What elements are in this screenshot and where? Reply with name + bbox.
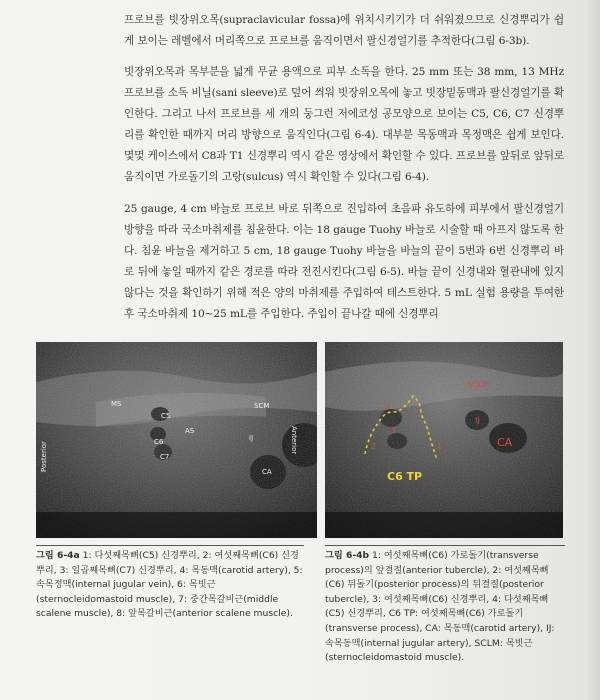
label-ms: MS — [111, 400, 122, 408]
label-ij-b: IJ — [475, 416, 480, 425]
ultrasound-b-graphic — [325, 342, 563, 538]
figure-a-caption — [36, 549, 304, 622]
figure-b-caption — [325, 549, 565, 666]
figure-b-number: 그림 6-4b — [325, 550, 370, 561]
page-edge-shadow — [586, 0, 600, 700]
label-posterior: Posterior — [40, 441, 48, 472]
body-paragraph-3: 25 gauge, 4 cm 바늘로 프로브 바로 뒤쪽으로 진입하여 초음파 유도하에 피부에서 팔신경얼기 방향을 따라 국소마취제를 침윤한다. 이는 18 gauge Tuohy 바늘로 시술할 때 아프지 않도록 한다. 침윤 바늘을 제거하고 5 cm, 18 gauge Tuohy 바늘을 바늘의 끝이 5번과 6번 신경뿌리 바로 뒤에 놓일 때까지 같은 경로를 따라 전진시킨다(그림 6-5). 바늘 끝이 신경내와 혈관내에 있지 않다는 것을 확인하기 위해 적은 양의 마취제를 주입하여 테스트한다. 5 mL 실험 용량을 투여한 후 국소마취제 10~25 mL를 주입한다. 주입이 끝나갈 때에 신경뿌리 — [124, 203, 564, 320]
label-ca-b: CA — [497, 436, 513, 449]
label-4: 4 — [385, 402, 391, 411]
label-as: AS — [185, 427, 195, 435]
figure-a-caption-text: 1: 다섯째목뼈(C5) 신경뿌리, 2: 여섯째목뼈(C6) 신경뿌리, 3: 일곱째목뼈(C7) 신경뿌리, 4: 목동맥(carotid artery), 5: 속목정맥(internal jugular vein), 6: 목빗근(sternocleidomastoid muscle), 7: 중간목갈비근(middle scalene muscle), 8: 앞목갈비근(anterior scalene muscle). — [36, 550, 303, 620]
label-2: 2 — [371, 442, 377, 451]
ultrasound-image-a — [36, 342, 317, 538]
ultrasound-a-graphic — [36, 342, 317, 538]
ultrasound-image-b — [325, 342, 563, 538]
label-c5: C5 — [161, 412, 171, 420]
label-sclm: SCLM — [467, 380, 490, 389]
figure-a-number: 그림 6-4a — [36, 550, 80, 561]
caption-a-rule — [36, 545, 304, 546]
label-c6-tp: C6 TP — [387, 470, 423, 483]
label-anterior: Anterior — [290, 426, 298, 455]
label-scm: SCM — [254, 402, 270, 410]
label-3: 3 — [391, 426, 397, 435]
figure-b-caption-text: 1: 여섯째목뼈(C6) 가로돌기(transverse process)의 앞결절(anterior tubercle), 2: 여섯째목뼈(C6) 뒤돌기(posterior process)의 뒤결절(posterior tubercle), 3: 여섯째목뼈(C6) 신경뿌리, 4: 다섯째목뼈(C5) 신경뿌리, C6 TP: 여섯째목뼈(C6) 가로돌기(transverse process), CA: 목동맥(carotid artery), IJ: 속목동맥(internal jugular artery), SCLM: 목빗근(sternocleidomastoid muscle). — [325, 550, 555, 664]
label-ca: CA — [262, 468, 272, 476]
body-paragraph-2: 빗장위오목과 목부분을 넓게 무균 용액으로 피부 소독을 한다. 25 mm 또는 38 mm, 13 MHz 프로브를 소독 비닐(sani sleeve)로 덮어 씌워 빗장위오목에 놓고 빗장밑동맥과 팔신경얼기를 확인한다. 그리고 나서 프로브를 세 개의 둥그런 저에코성 공모양으로 보이는 C5, C6, C7 신경뿌리를 확인한 때까지 머리 방향으로 움직인다(그림 6-4). 대부분 목동맥과 목정맥은 쉽게 보인다. 몇몇 케이스에서 C8과 T1 신경뿌리 역시 같은 영상에서 확인할 수 있다. 프로브를 앞뒤로 앞뒤로 움직이면 가로돌기의 고랑(sulcus) 역시 확인할 수 있다(그림 6-4). — [124, 66, 564, 183]
body-paragraph-1: 프로브를 빗장위오목(supraclavicular fossa)에 위치시키기가 더 쉬워졌으므로 신경뿌리가 쉽게 보이는 레벨에서 머리쪽으로 프로브를 움직이면서 팔신경얼기를 추적한다(그림 6-3b). — [124, 14, 564, 47]
label-1: 1 — [437, 442, 443, 451]
label-c7: C7 — [160, 453, 170, 461]
caption-b-rule — [325, 545, 565, 546]
label-c6: C6 — [154, 438, 164, 446]
label-ij: IJ — [249, 434, 254, 442]
